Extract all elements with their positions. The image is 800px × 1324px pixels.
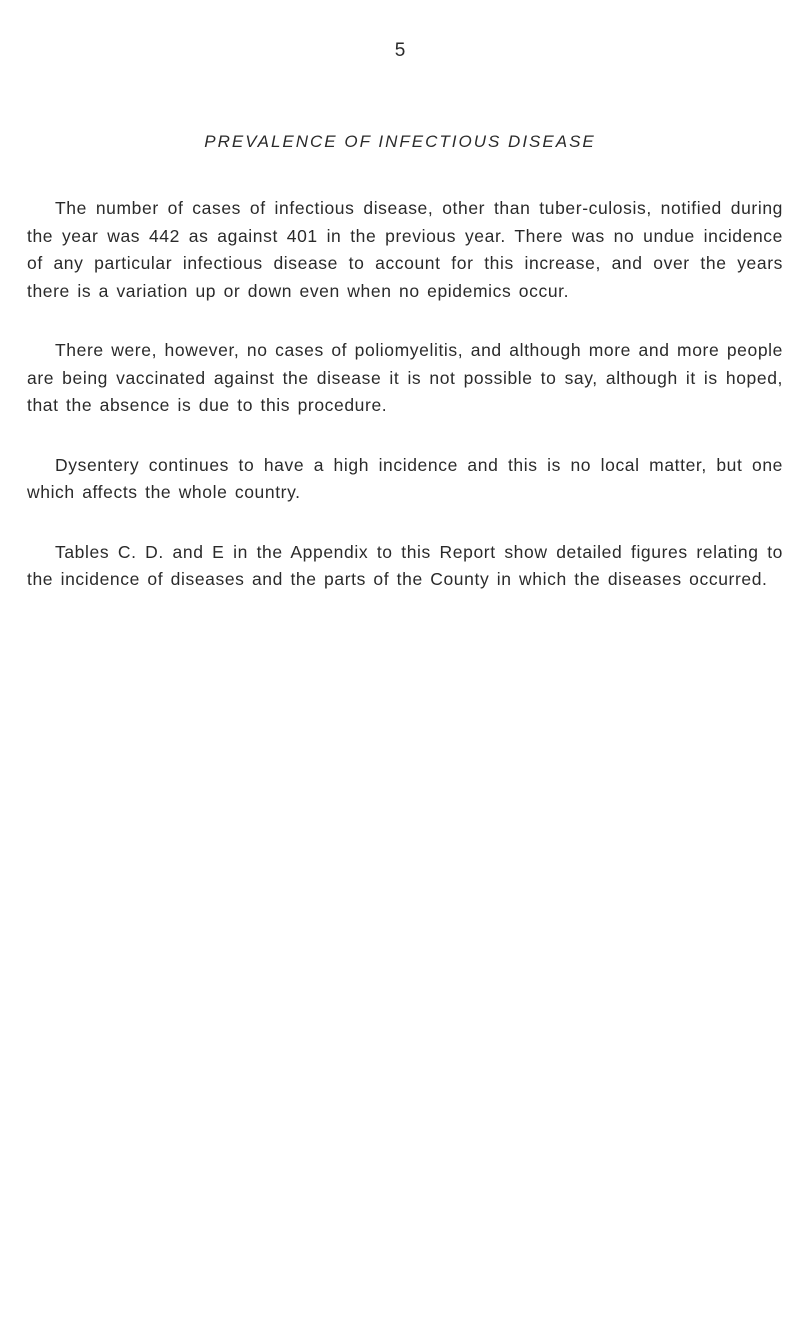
paragraph-case-counts: The number of cases of infectious disease, other than tuber-culosis, notified during the year was 442 as against 401 in the previous year. There was no undue incidence of any particular infectious disease to account for this increase, and over the years there is a variation up or down even when no epidemics occur.: [27, 198, 783, 301]
paragraph-dysentery: Dysentery continues to have a high incidence and this is no local matter, but one which affects the whole country.: [27, 454, 783, 502]
paragraph-poliomyelitis: There were, however, no cases of poliomyelitis, and although more and more people are being vaccinated against the disease it is not possible to say, although it is hoped, that the absence is due to this procedure.: [27, 340, 783, 415]
section-heading: PREVALENCE OF INFECTIOUS DISEASE: [204, 132, 596, 151]
body-text: [27, 195, 783, 594]
page-number: 5: [394, 40, 406, 61]
paragraph-appendix-tables: Tables C. D. and E in the Appendix to this Report show detailed figures relating to the incidence of diseases and the parts of the County in which the diseases occurred.: [27, 541, 783, 589]
